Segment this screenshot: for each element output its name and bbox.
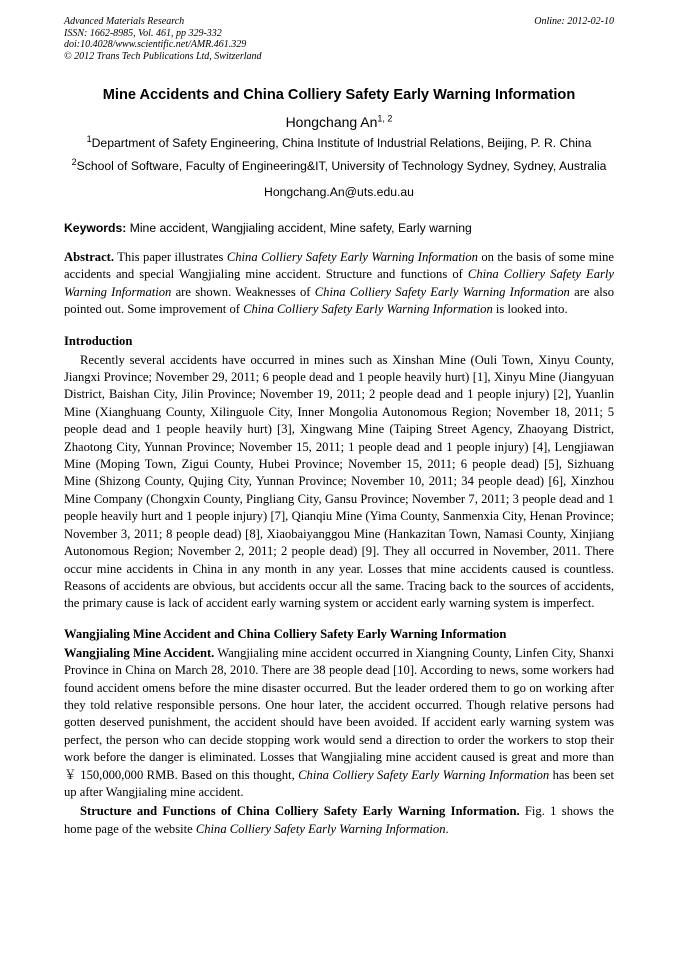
abstract-text: are shown. Weaknesses of bbox=[171, 284, 315, 299]
affiliation-2 bbox=[64, 158, 614, 175]
journal-header bbox=[64, 16, 614, 62]
wangjialing-paragraph bbox=[64, 645, 614, 802]
abstract-text: are also pointed out. Some improvement of bbox=[64, 284, 614, 317]
paragraph-text: . bbox=[445, 821, 449, 836]
introduction-paragraph: Recently several accidents have occurred in mines such as Xinshan Mine (Ouli Town, Xinyu County, Jiangxi Province; November 29, 2011; 6 people dead and 1 people heavily hurt) [1], Xinyu Mine (Jiangyuan District, Baishan City, Jilin Province; November 19, 2011; 2 people dead and 1 people injury) [2], Yuanlin Mine (Xianghuang County, Xilinguole City, Inner Mongolia Autonomous Region; November 18, 2011; 5 people dead and 1 people heavily hurt) [3], Xingwang Mine (Taiping Street Agency, Zhaoyang District, Zhaotong City, Yunnan Province; November 15, 2011; 1 people dead and 1 people injury) [4], Lengjiawan Mine (Moping Town, Zigui County, Hubei Province; November 15, 2011; 6 people dead) [5], Sizhuang Mine (Shizong County, Qujing City, Yunnan Province; November 10, 2011; 34 people dead) [6], Xinzhou Mine Company (Chongxin County, Pingliang City, Gansu Province; November 7, 2011; 3 people dead and 1 people heavily hurt and 1 people injury) [7], Qianqiu Mine (Yima County, Sanmenxia City, Henan Province; November 3, 2011; 8 people dead) [8], Xiaobaiyanggou Mine (Hankazitan Town, Namasi County, Xinjiang Autonomous Region; November 2, 2011; 2 people dead) [9]. They all occurred in November, 2011. There occur mine accidents in China in any month in any year. Losses that mine accidents caused is countless. Reasons of accidents are obvious, but accidents occur all the same. Tracing back to the sources of accidents, the primary cause is lack of accident early warning system or accident early warning system is imperfect. bbox=[64, 352, 614, 611]
paragraph-text: Wangjialing mine accident occurred in Xiangning County, Linfen City, Shanxi Province in China on March 28, 2010. There are 38 people dead [10]. According to news, some workers had found accident omens before the mine disaster occurred. But the leader ordered them to go on working after they told relative responsible persons. One hour later, the accident occurred. Though relative persons had gotten deserved punishment, the accident should have been avoided. If accident early warning system was perfect, the person who can decide stopping work would send a direction to order the workers to stop their work before the danger is eliminated. Losses that Wangjialing mine accident caused is great and more than ￥ 150,000,000 RMB. Based on this thought, bbox=[64, 645, 614, 782]
abstract-text: is looked into. bbox=[492, 302, 568, 317]
structure-paragraph bbox=[64, 803, 614, 838]
paragraph-run-in-heading: Structure and Functions of China Colliery Safety Early Warning Information. bbox=[80, 804, 520, 819]
abstract-italic: China Colliery Safety Early Warning Information bbox=[226, 250, 478, 264]
keywords bbox=[64, 220, 614, 236]
section-heading-introduction: Introduction bbox=[64, 333, 133, 348]
issn-line: ISSN: 1662-8985, Vol. 461, pp 329-332 bbox=[64, 27, 222, 39]
abstract-italic: China Colliery Safety Early Warning Information bbox=[314, 284, 570, 299]
copyright-line: © 2012 Trans Tech Publications Ltd, Switzerland bbox=[64, 50, 262, 62]
abstract bbox=[64, 249, 614, 319]
affiliation-1-mark: 1 bbox=[86, 133, 92, 144]
author-email: Hongchang.An@uts.edu.au bbox=[264, 185, 414, 199]
online-date: Online: 2012-02-10 bbox=[534, 16, 614, 27]
affiliation-2-text: School of Software, Faculty of Engineering&IT, University of Technology Sydney, Sydney, Australia bbox=[76, 158, 607, 173]
author-affiliation-marks: 1, 2 bbox=[377, 113, 393, 124]
author-line bbox=[64, 113, 614, 131]
abstract-text: on the basis of some mine accidents and special Wangjialing mine accident. Structure and functions of bbox=[64, 250, 614, 282]
paper-title: Mine Accidents and China Colliery Safety Early Warning Information bbox=[102, 87, 576, 103]
abstract-italic: China Colliery Safety Early Warning Information bbox=[64, 267, 615, 299]
abstract-italic: China Colliery Safety Early Warning Information bbox=[243, 302, 493, 317]
paragraph-text: Fig. 1 shows the home page of the website bbox=[64, 804, 614, 836]
doi-line: doi:10.4028/www.scientific.net/AMR.461.329 bbox=[64, 39, 247, 50]
paragraph-italic: China Colliery Safety Early Warning Information bbox=[298, 767, 550, 782]
abstract-text: This paper illustrates bbox=[114, 250, 227, 264]
author-name: Hongchang An bbox=[285, 114, 378, 130]
affiliation-1-text: Department of Safety Engineering, China Institute of Industrial Relations, Beijing, P. R. China bbox=[91, 136, 592, 150]
abstract-label: Abstract. bbox=[64, 250, 115, 264]
paragraph-run-in-heading: Wangjialing Mine Accident. bbox=[64, 645, 215, 660]
keywords-label: Keywords: bbox=[64, 221, 127, 235]
journal-name: Advanced Materials Research bbox=[64, 16, 185, 27]
section-heading-wangjialing: Wangjialing Mine Accident and China Colliery Safety Early Warning Information bbox=[64, 626, 507, 641]
keywords-text: Mine accident, Wangjialing accident, Mine safety, Early warning bbox=[126, 221, 472, 235]
affiliation-2-mark: 2 bbox=[71, 156, 77, 167]
affiliation-1 bbox=[64, 135, 614, 152]
paragraph-text: has been set up after Wangjialing mine accident. bbox=[64, 767, 614, 799]
paragraph-italic: China Colliery Safety Early Warning Information bbox=[195, 821, 446, 836]
